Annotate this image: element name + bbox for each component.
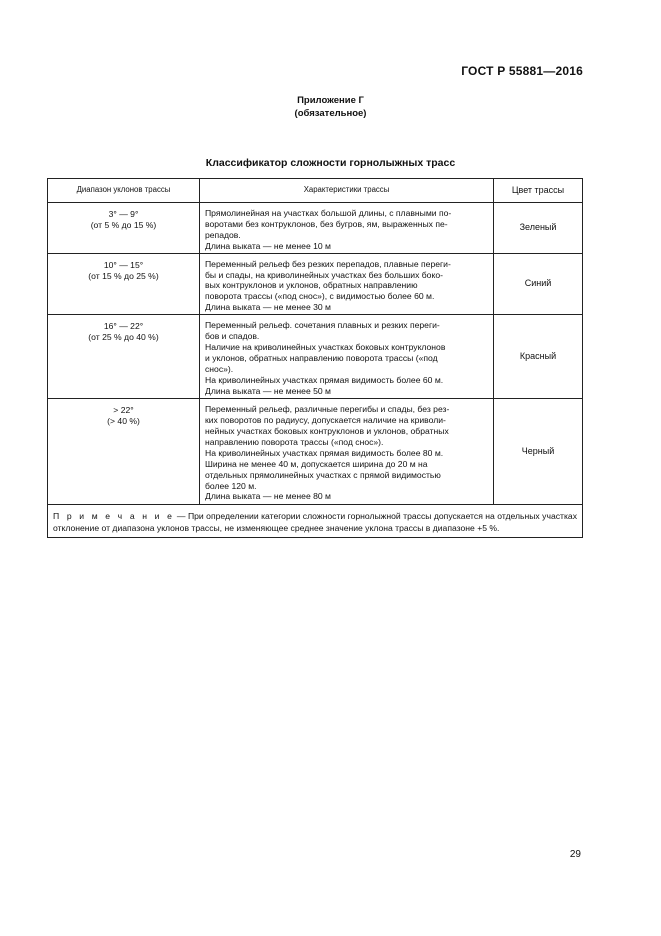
column-header-range: Диапазон уклонов трассы xyxy=(48,179,200,203)
characteristics-line: Длина выката — не менее 50 м xyxy=(205,385,331,396)
range-degrees: 3° — 9° xyxy=(108,209,139,219)
range-percent: (> 40 %) xyxy=(107,416,140,427)
table-row xyxy=(48,253,583,315)
color-cell: Красный xyxy=(494,315,583,399)
characteristics-line: Длина выката — не менее 10 м xyxy=(205,240,331,251)
range-cell xyxy=(48,203,200,254)
characteristics-line: Прямолинейная на участках большой длины, с плавными по- xyxy=(205,208,452,218)
range-cell xyxy=(48,399,200,505)
characteristics-cell xyxy=(200,399,494,505)
range-cell xyxy=(48,315,200,399)
range-percent: (от 5 % до 15 %) xyxy=(90,219,157,230)
characteristics-line: Переменный рельеф без резких перепадов, плавные переги- xyxy=(205,258,451,269)
characteristics-line: репадов. xyxy=(205,229,241,240)
page-number: 29 xyxy=(569,849,581,860)
range-degrees: > 22° xyxy=(113,405,134,416)
characteristics-line: бов и спадов. xyxy=(205,331,260,342)
appendix-status: (обязательное) xyxy=(294,107,367,119)
characteristics-line: воротами без контруклонов, без бугров, ям, выраженных пе- xyxy=(205,218,448,229)
color-cell: Зеленый xyxy=(494,203,583,254)
characteristics-line: Переменный рельеф. сочетания плавных и резких переги- xyxy=(205,320,440,331)
color-cell: Синий xyxy=(494,253,583,315)
table-note xyxy=(48,505,583,538)
characteristics-line: снос»). xyxy=(205,363,234,374)
characteristics-line: Наличие на криволинейных участках боковых контруклонов xyxy=(205,341,446,352)
note-text: — При определении категории сложности горнолыжной трассы допускается на отдельных участках отклонение от диапазона уклонов трассы, не изменяющее среднее значение уклона трассы в диапазоне +5 %. xyxy=(53,511,577,534)
range-degrees: 10° — 15° xyxy=(103,259,144,270)
range-degrees: 16° — 22° xyxy=(103,321,144,332)
range-percent: (от 15 % до 25 %) xyxy=(88,270,159,281)
characteristics-line: Ширина не менее 40 м, допускается ширина до 20 м на xyxy=(205,458,428,469)
characteristics-line: ких поворотов по радиусу, допускается наличие на криволи- xyxy=(205,415,446,426)
classifier-table xyxy=(47,178,583,538)
table-row xyxy=(48,399,583,505)
table-row xyxy=(48,315,583,399)
table-title: Классификатор сложности горнолыжных трасс xyxy=(205,157,456,169)
characteristics-cell xyxy=(200,315,494,399)
characteristics-line: Длина выката — не менее 30 м xyxy=(205,302,331,313)
range-percent: (от 25 % до 40 %) xyxy=(88,332,159,343)
characteristics-line: нейных участках боковых контруклонов и уклонов, обратных xyxy=(205,425,449,436)
appendix-title: Приложение Г xyxy=(297,95,364,106)
table-row xyxy=(48,203,583,254)
table-note-row xyxy=(48,505,583,538)
document-id: ГОСТ Р 55881—2016 xyxy=(461,64,583,78)
characteristics-line: более 120 м. xyxy=(205,480,257,491)
characteristics-line: Переменный рельеф, различные перегибы и спады, без рез- xyxy=(205,404,450,415)
characteristics-line: На криволинейных участках прямая видимость более 60 м. xyxy=(205,374,444,385)
characteristics-line: и уклонов, обратных направлению поворота трассы («под xyxy=(205,352,438,363)
table-header-row xyxy=(48,179,583,203)
characteristics-line: направлению поворота трассы («под снос»). xyxy=(205,436,384,447)
characteristics-line: Длина выката — не менее 80 м xyxy=(205,491,331,502)
range-cell xyxy=(48,253,200,315)
column-header-color: Цвет трассы xyxy=(494,179,583,203)
appendix-heading xyxy=(0,95,661,120)
characteristics-line: бы и спады, на криволинейных участках без больших боко- xyxy=(205,269,443,280)
characteristics-line: отдельных прямолинейных участках с прямой видимостью xyxy=(205,469,441,480)
characteristics-line: поворота трассы («под снос»), с видимостью более 60 м. xyxy=(205,291,435,302)
column-header-characteristics: Характеристики трассы xyxy=(200,179,494,203)
characteristics-cell xyxy=(200,253,494,315)
color-cell: Черный xyxy=(494,399,583,505)
characteristics-line: вых контруклонов и уклонов, обратных направлению xyxy=(205,280,418,291)
note-label: П р и м е ч а н и е xyxy=(53,511,175,522)
characteristics-cell xyxy=(200,203,494,254)
characteristics-line: На криволинейных участках прямая видимость более 80 м. xyxy=(205,447,444,458)
